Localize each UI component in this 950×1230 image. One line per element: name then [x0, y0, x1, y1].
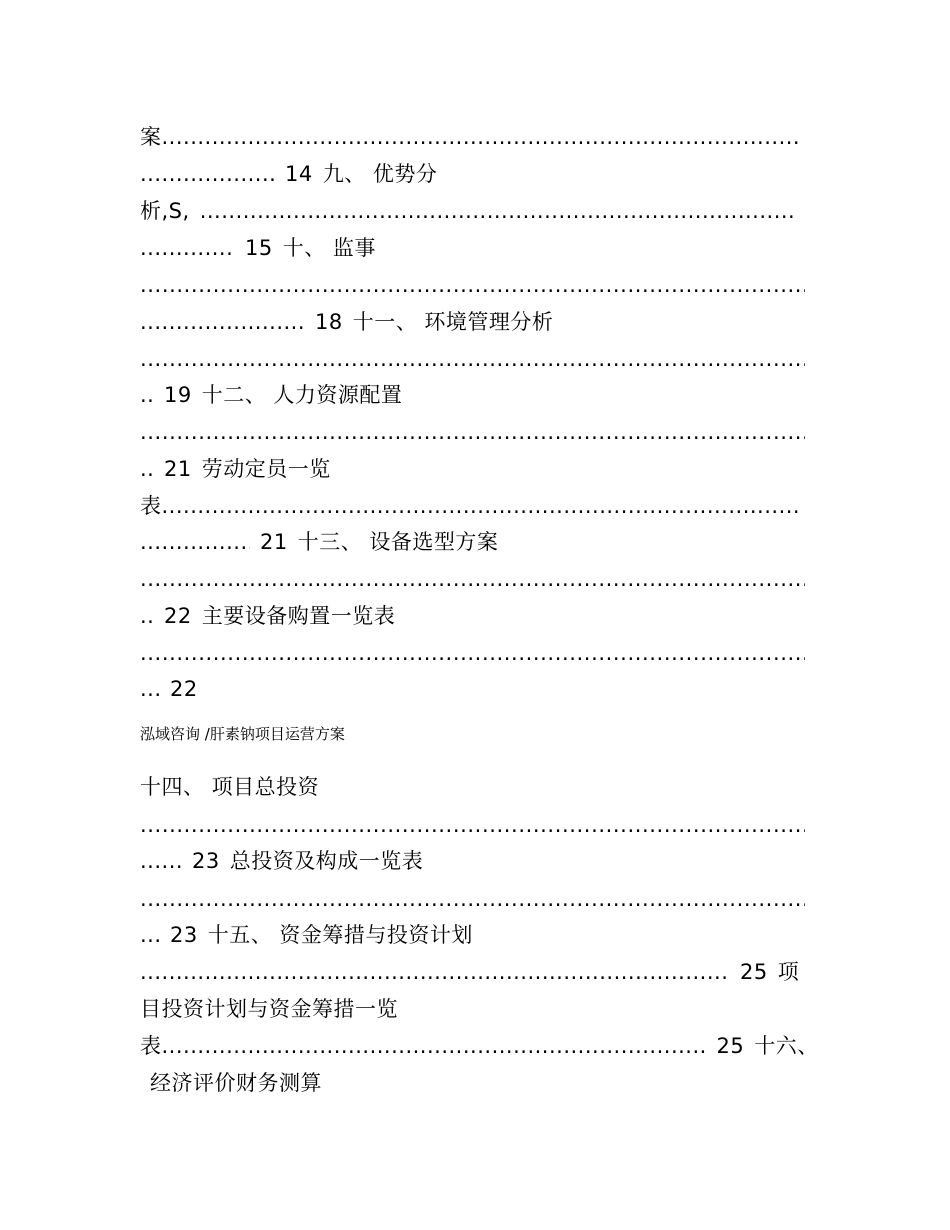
toc-page-number: 22 — [164, 604, 192, 628]
toc-leader — [140, 922, 160, 948]
toc-line — [140, 848, 423, 874]
toc-page-number: 22 — [170, 677, 198, 701]
toc-page-number: 19 — [164, 383, 192, 407]
toc-leader — [140, 456, 154, 482]
toc-leader-line — [140, 566, 805, 592]
toc-title: 十四、 项目总投资 — [140, 775, 320, 799]
toc-leader — [140, 676, 160, 702]
toc-leader-line — [140, 640, 805, 666]
toc-title: 总投资及构成一览表 — [229, 849, 424, 873]
toc-title: 案 — [140, 125, 162, 149]
toc-title: 十三、 设备选型方案 — [297, 530, 499, 554]
toc-page-number: 15 — [245, 236, 273, 260]
toc-line — [150, 1070, 322, 1096]
toc-title: 九、 优势分 — [322, 162, 438, 186]
toc-line — [140, 529, 498, 555]
toc-title: 十六、 — [754, 1034, 819, 1058]
toc-line — [140, 235, 376, 261]
running-header: 泓域咨询 /肝素钠项目运营方案 — [140, 725, 345, 743]
toc-line — [140, 676, 198, 702]
toc-line — [140, 603, 395, 629]
toc-leader — [200, 198, 795, 224]
toc-line — [140, 456, 331, 482]
toc-line — [140, 493, 802, 519]
toc-line — [140, 124, 802, 150]
toc-leader-line — [140, 419, 805, 445]
toc-page-number: 21 — [260, 530, 288, 554]
toc-leader — [140, 959, 730, 985]
toc-line — [140, 774, 319, 800]
toc-page-number: 25 — [716, 1034, 745, 1058]
toc-title: 表 — [140, 1034, 162, 1058]
toc-line — [140, 382, 402, 408]
toc-title: 十、 监事 — [282, 236, 376, 260]
toc-leader-line — [140, 886, 805, 912]
toc-leader — [140, 529, 250, 555]
toc-leader-line — [140, 812, 805, 838]
toc-title: 主要设备购置一览表 — [201, 604, 396, 628]
toc-page-number: 23 — [170, 923, 198, 947]
toc-title: 十一、 环境管理分析 — [352, 310, 554, 334]
toc-page-number: 25 — [740, 960, 768, 984]
toc-page-number: 23 — [192, 849, 220, 873]
toc-line — [140, 922, 473, 948]
toc-page-number: 14 — [285, 162, 313, 186]
toc-line — [140, 198, 795, 224]
toc-leader — [140, 161, 275, 187]
toc-title: 表 — [140, 494, 162, 518]
toc-title: 十五、 资金筹措与投资计划 — [207, 923, 473, 947]
toc-leader — [162, 124, 802, 150]
toc-title: 劳动定员一览 — [201, 457, 331, 481]
toc-leader — [140, 382, 154, 408]
toc-line — [140, 161, 437, 187]
toc-page-number: 18 — [315, 310, 343, 334]
toc-leader — [162, 493, 802, 519]
toc-line — [140, 959, 799, 985]
toc-title: 十二、 人力资源配置 — [201, 383, 403, 407]
toc-title: 经济评价财务测算 — [150, 1071, 322, 1095]
toc-page-number: 21 — [164, 457, 192, 481]
toc-leader — [162, 1033, 707, 1059]
toc-title: 项 — [777, 960, 800, 984]
toc-title: 目投资计划与资金筹措一览 — [140, 997, 398, 1021]
toc-leader — [140, 848, 182, 874]
toc-line — [140, 1033, 819, 1059]
toc-leader-line — [140, 346, 805, 372]
toc-leader — [140, 235, 235, 261]
toc-leader — [140, 309, 305, 335]
toc-leader — [140, 603, 154, 629]
toc-line — [140, 996, 398, 1022]
toc-line — [140, 309, 553, 335]
toc-title: 析,S, — [140, 199, 190, 223]
toc-leader-line — [140, 272, 805, 298]
